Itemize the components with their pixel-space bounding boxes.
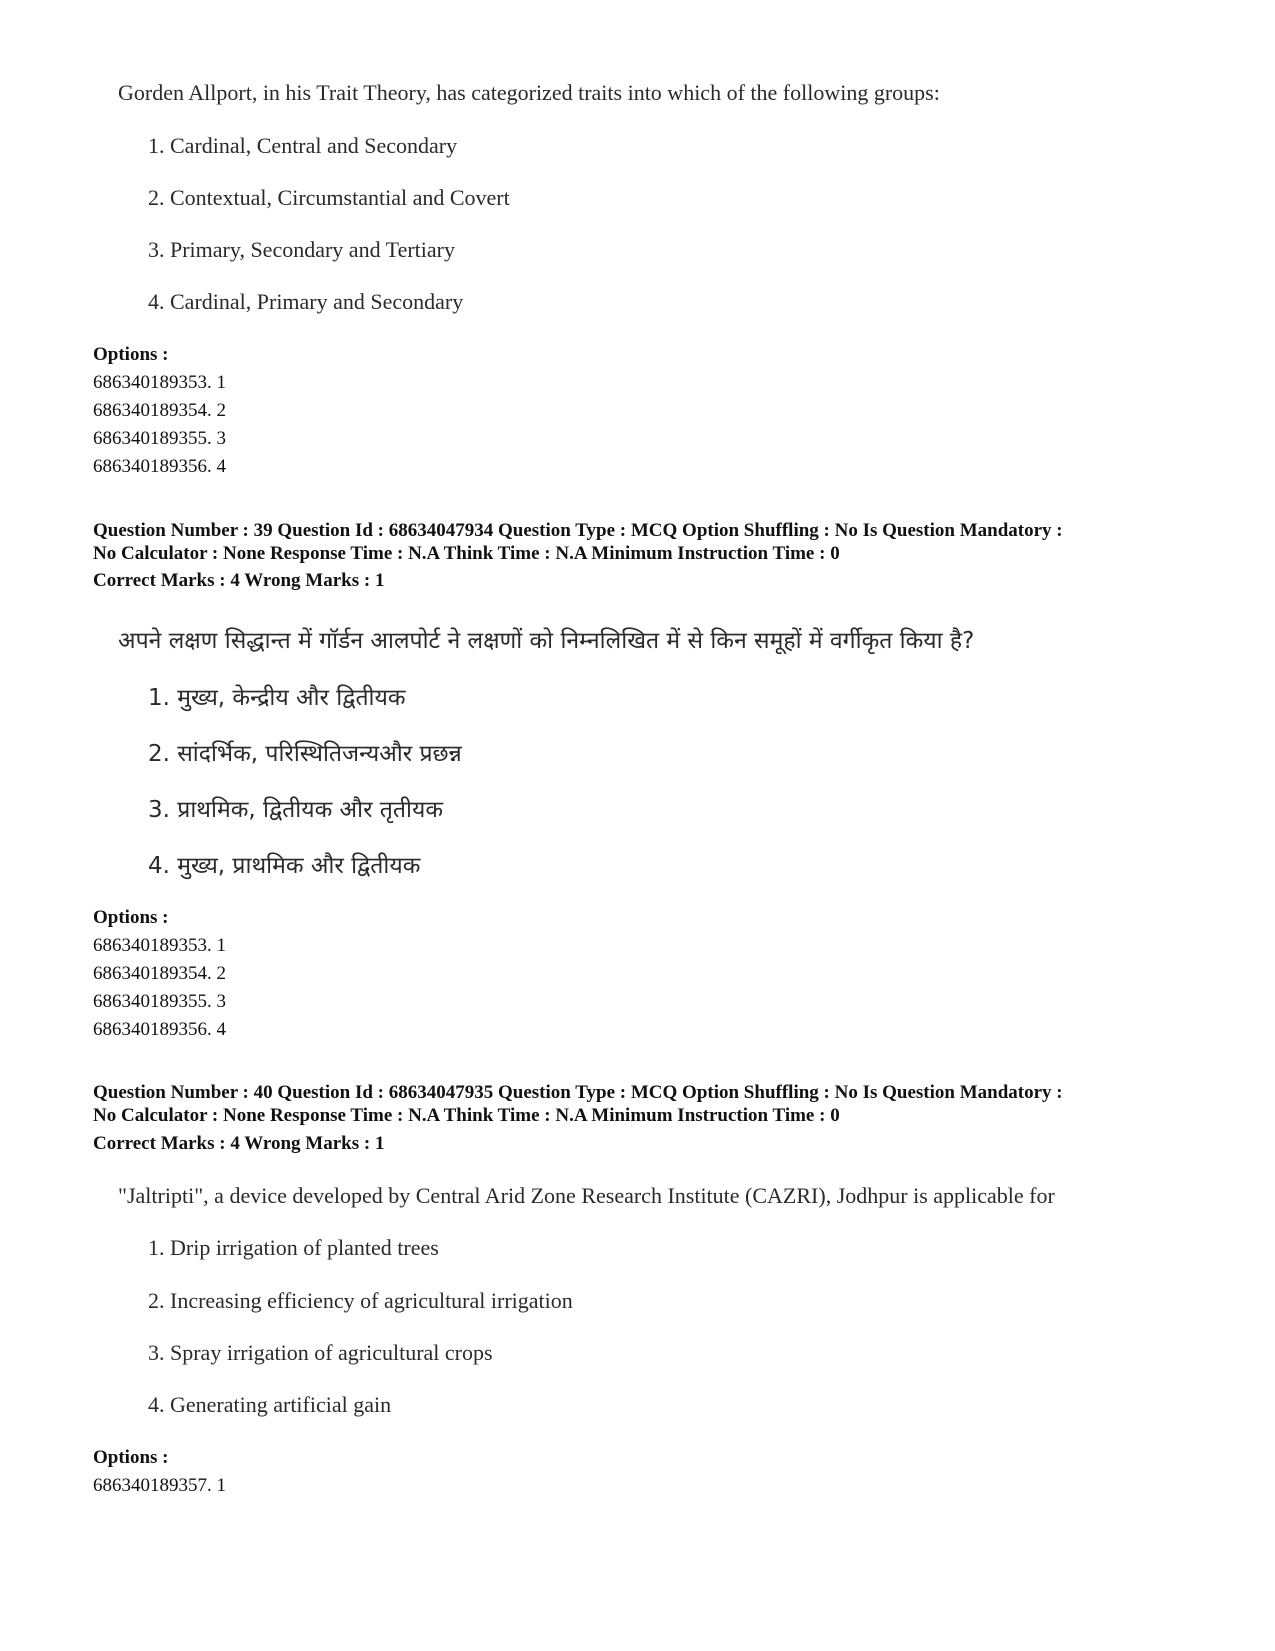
question-38-option-4: 686340189356. 4 — [93, 456, 226, 477]
question-39-choice-1: 1. मुख्य, केन्द्रीय और द्वितीयक — [148, 685, 406, 711]
question-38-choice-4: 4. Cardinal, Primary and Secondary — [148, 289, 464, 314]
question-40-choice-1: 1. Drip irrigation of planted trees — [148, 1235, 439, 1260]
question-39-choice-2: 2. सांदर्भिक, परिस्थितिजन्यऔर प्रछन्न — [148, 741, 462, 767]
question-39-option-1: 686340189353. 1 — [93, 935, 226, 956]
question-39-options-label: Options : — [93, 907, 169, 928]
question-40-meta-line-1: Question Number : 40 Question Id : 68634047935 Question Type : MCQ Option Shuffling : No Is Question Mandatory : — [93, 1082, 1063, 1103]
question-38-choice-3: 3. Primary, Secondary and Tertiary — [148, 237, 455, 262]
question-39-option-3: 686340189355. 3 — [93, 991, 226, 1012]
question-39-meta-line-2: No Calculator : None Response Time : N.A Think Time : N.A Minimum Instruction Time : 0 — [93, 543, 840, 564]
question-40-marks: Correct Marks : 4 Wrong Marks : 1 — [93, 1133, 385, 1154]
question-38-option-1: 686340189353. 1 — [93, 372, 226, 393]
question-40-choice-3: 3. Spray irrigation of agricultural crops — [148, 1340, 493, 1365]
question-38-prompt: Gorden Allport, in his Trait Theory, has categorized traits into which of the following groups: — [118, 80, 940, 105]
question-40-choice-4: 4. Generating artificial gain — [148, 1392, 392, 1417]
question-38-option-3: 686340189355. 3 — [93, 428, 226, 449]
question-40-meta-line-2: No Calculator : None Response Time : N.A Think Time : N.A Minimum Instruction Time : 0 — [93, 1105, 840, 1126]
question-40-option-1: 686340189357. 1 — [93, 1475, 226, 1496]
question-40-prompt: "Jaltripti", a device developed by Central Arid Zone Research Institute (CAZRI), Jodhpur is applicable for — [118, 1183, 1055, 1208]
question-39-choice-3: 3. प्राथमिक, द्वितीयक और तृतीयक — [148, 797, 443, 823]
question-38-option-2: 686340189354. 2 — [93, 400, 226, 421]
question-38-options-label: Options : — [93, 344, 169, 365]
question-39-meta-line-1: Question Number : 39 Question Id : 68634047934 Question Type : MCQ Option Shuffling : No Is Question Mandatory : — [93, 520, 1063, 541]
question-40-options-label: Options : — [93, 1447, 169, 1468]
question-38-choice-1: 1. Cardinal, Central and Secondary — [148, 133, 458, 158]
question-38-choice-2: 2. Contextual, Circumstantial and Covert — [148, 185, 510, 210]
question-39-option-2: 686340189354. 2 — [93, 963, 226, 984]
question-39-choice-4: 4. मुख्य, प्राथमिक और द्वितीयक — [148, 853, 421, 879]
question-39-marks: Correct Marks : 4 Wrong Marks : 1 — [93, 570, 385, 591]
question-39-prompt: अपने लक्षण सिद्धान्त में गॉर्डन आलपोर्ट ने लक्षणों को निम्नलिखित में से किन समूहों में वर्गीकृत किया है? — [118, 628, 975, 654]
question-40-choice-2: 2. Increasing efficiency of agricultural irrigation — [148, 1288, 573, 1313]
question-39-option-4: 686340189356. 4 — [93, 1019, 226, 1040]
